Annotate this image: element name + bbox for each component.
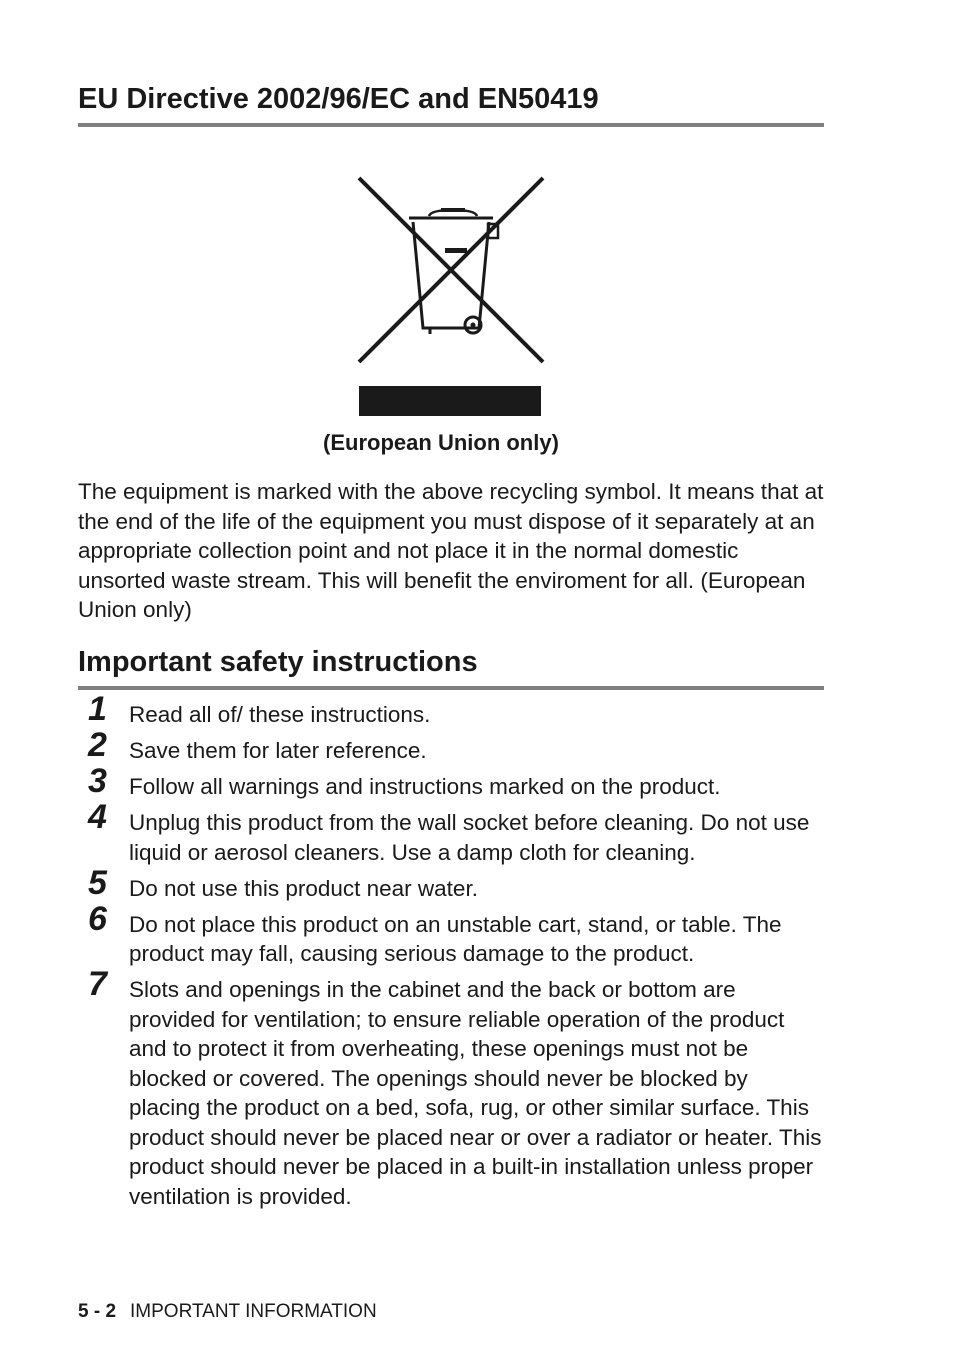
step-text: Save them for later reference. xyxy=(129,738,427,763)
step-number: 4 xyxy=(88,798,107,836)
crossed-out-wheeled-bin-icon xyxy=(357,172,547,418)
list-item xyxy=(78,762,824,802)
step-text: Read all of/ these instructions. xyxy=(129,702,431,727)
step-number: 1 xyxy=(88,690,107,728)
recycling-paragraph: The equipment is marked with the above recycling symbol. It means that at the end of the life of the equipment you must dispose of it separately at an appropriate collection point and not place it in the normal domestic unsorted waste stream. This will benefit the enviroment for all. (European Union only) xyxy=(78,479,824,622)
section-heading-safety: Important safety instructions xyxy=(78,646,478,678)
list-item xyxy=(78,899,824,969)
step-number: 3 xyxy=(88,762,107,800)
heading-rule xyxy=(78,686,824,690)
list-item xyxy=(78,726,824,766)
section-heading-eu-directive: EU Directive 2002/96/EC and EN50419 xyxy=(78,83,599,115)
page-number: 5 - 2 xyxy=(78,1301,117,1322)
step-text: Slots and openings in the cabinet and the back or bottom are provided for ventilation; to ensure reliable operation of the product and to protect it from overheating, these openings must not be blocked or covered. The openings should never be blocked by placing the product on a bed, sofa, rug, or other similar surface. This product should never be placed near or over a radiator or heater. This product should never be placed in a built-in installation unless proper ventilation is provided. xyxy=(129,977,822,1209)
step-text: Do not use this product near water. xyxy=(129,875,478,901)
step-number: 2 xyxy=(88,726,107,764)
step-number: 7 xyxy=(88,965,107,1003)
list-item xyxy=(78,863,824,904)
step-text: Follow all warnings and instructions marked on the product. xyxy=(129,774,721,799)
footer-section-name: IMPORTANT INFORMATION xyxy=(130,1301,377,1322)
step-text: Unplug this product from the wall socket before cleaning. Do not use liquid or aerosol cleaners. Use a damp cloth for cleaning. xyxy=(129,810,810,865)
list-item xyxy=(78,965,824,1211)
step-number: 6 xyxy=(88,899,107,938)
heading-rule xyxy=(78,123,824,127)
page-footer xyxy=(78,1300,377,1324)
list-item xyxy=(78,690,824,730)
step-number: 5 xyxy=(88,863,107,902)
safety-instructions-list xyxy=(78,690,824,1218)
symbol-caption: (European Union only) xyxy=(323,430,559,455)
step-text: Do not place this product on an unstable cart, stand, or table. The product may fall, causing serious damage to the product. xyxy=(129,911,782,966)
list-item xyxy=(78,798,824,867)
